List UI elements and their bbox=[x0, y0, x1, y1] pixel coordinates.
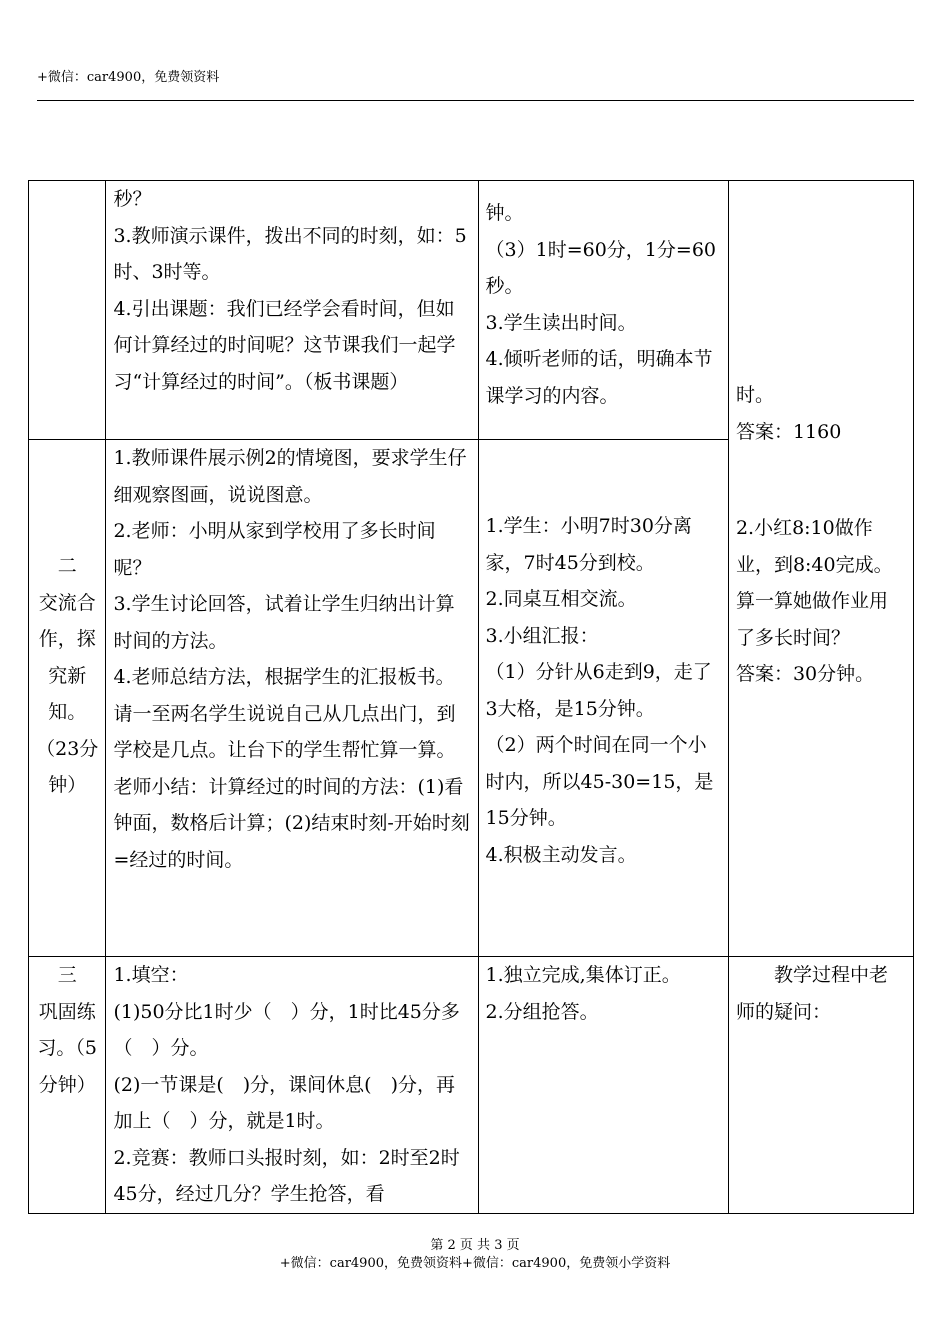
student-activity-cell bbox=[478, 181, 728, 440]
teacher-line: (2)一节课是( )分，课间休息( )分，再加上（ ）分，就是1时。 bbox=[113, 1073, 456, 1132]
student-line: 4.积极主动发言。 bbox=[485, 843, 637, 866]
student-line: 3.学生读出时间。 bbox=[485, 311, 637, 334]
teacher-line: 4.老师总结方法，根据学生的汇报板书。 bbox=[113, 666, 455, 688]
stage-cell-explore bbox=[29, 440, 106, 957]
student-line: （3）1时=60分，1分=60秒。 bbox=[485, 238, 716, 297]
student-line: 2.分组抢答。 bbox=[485, 1000, 599, 1023]
teacher-line: 请一至两名学生说说自己从几点出门，到学校是几点。让台下的学生帮忙算一算。 bbox=[113, 702, 456, 761]
teacher-line: 秒？ bbox=[113, 188, 152, 210]
teacher-line: 4.引出课题：我们已经学会看时间，但如何计算经过的时间呢？这节课我们一起学习“计算经过的时间”。（板书课题） bbox=[113, 297, 456, 393]
header-divider bbox=[37, 100, 914, 101]
exercise-line: 时。 bbox=[735, 384, 774, 406]
teacher-line: 1.教师课件展示例2的情境图，要求学生仔细观察图画，说说图意。 bbox=[113, 447, 467, 506]
student-line: 1.学生：小明7时30分离家，7时45分到校。 bbox=[485, 515, 692, 574]
student-line: （2）两个时间在同一个小时内，所以45-30=15，是15分钟。 bbox=[485, 734, 714, 829]
student-line: （1）分针从6走到9，走了3大格，是15分钟。 bbox=[485, 661, 712, 720]
teacher-line: 3.教师演示课件，拨出不同的时刻，如：5时、3时等。 bbox=[113, 224, 467, 283]
footer-text: +微信：car4900，免费领资料+微信：car4900，免费领小学资料 bbox=[279, 1256, 671, 1271]
teacher-line: 2.老师：小明从家到学校用了多长时间呢？ bbox=[113, 520, 436, 579]
student-line: 4.倾听老师的话，明确本节课学习的内容。 bbox=[485, 348, 713, 407]
teacher-activity-cell bbox=[106, 440, 478, 957]
stage-title: 巩固练习。（5分钟） bbox=[37, 1000, 98, 1096]
stage-number: 二 bbox=[57, 555, 77, 577]
student-line: 2.同桌互相交流。 bbox=[485, 588, 637, 610]
header-text: +微信：car4900，免费领资料 bbox=[37, 70, 220, 85]
page-number: 第 2 页 共 3 页 bbox=[430, 1238, 520, 1253]
teacher-line: 1.填空： bbox=[113, 964, 189, 986]
exercise-line: 答案：30分钟。 bbox=[735, 663, 875, 685]
student-activity-cell bbox=[478, 440, 728, 957]
stage-number: 三 bbox=[57, 964, 77, 986]
exercise-cell bbox=[728, 181, 913, 957]
lesson-plan-table bbox=[28, 180, 914, 1214]
exercise-line: 答案：1160 bbox=[735, 420, 842, 443]
teacher-activity-cell bbox=[106, 957, 478, 1214]
teacher-line: 3.学生讨论回答，试着让学生归纳出计算时间的方法。 bbox=[113, 593, 455, 652]
table-row-intro bbox=[29, 181, 914, 440]
exercise-line: 2.小红8:10做作业，到8:40完成。算一算她做作业用了多长时间？ bbox=[735, 517, 893, 649]
student-line: 钟。 bbox=[485, 202, 524, 224]
stage-title: 交流合作，探究新知。（23分钟） bbox=[36, 591, 99, 796]
reflection-cell bbox=[728, 957, 913, 1214]
student-line: 1.独立完成,集体订正。 bbox=[485, 964, 681, 986]
stage-cell-intro bbox=[29, 181, 106, 440]
reflection-text: 教学过程中老师的疑问： bbox=[735, 964, 888, 1023]
teacher-line: 老师小结：计算经过的时间的方法：(1)看钟面，数格后计算；(2)结束时刻-开始时刻=经过的时间。 bbox=[113, 775, 470, 871]
stage-cell-practice bbox=[29, 957, 106, 1214]
student-line: 3.小组汇报： bbox=[485, 624, 599, 647]
student-activity-cell bbox=[478, 957, 728, 1214]
teacher-activity-cell bbox=[106, 181, 478, 440]
table-row-practice bbox=[29, 957, 914, 1214]
teacher-line: (1)50分比1时少（ ）分，1时比45分多（ ）分。 bbox=[113, 1000, 460, 1059]
teacher-line: 2.竞赛：教师口头报时刻，如：2时至2时45分，经过几分？学生抢答，看 bbox=[113, 1146, 460, 1205]
